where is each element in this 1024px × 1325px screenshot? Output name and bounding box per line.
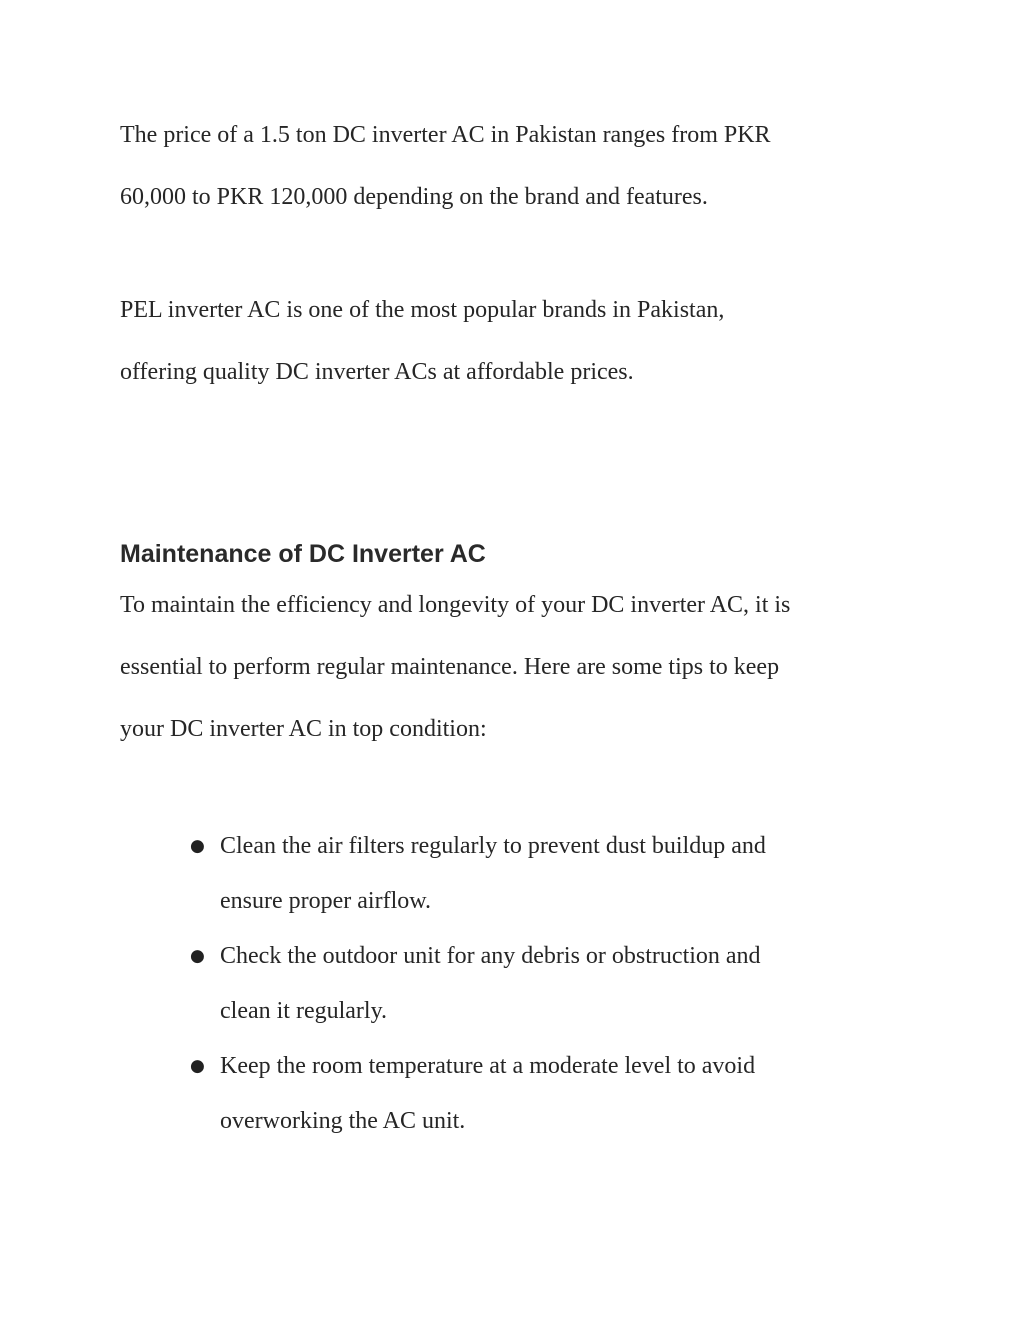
bullet-icon: ● <box>190 1056 205 1076</box>
paragraph-line: To maintain the efficiency and longevity of your DC inverter AC, it is <box>120 592 791 618</box>
list-item-line: ensure proper airflow. <box>220 888 432 914</box>
paragraph-line: The price of a 1.5 ton DC inverter AC in Pakistan ranges from PKR <box>120 122 771 148</box>
list-item-line: Clean the air filters regularly to prevent dust buildup and <box>220 833 766 859</box>
list-item-line: Keep the room temperature at a moderate level to avoid <box>220 1053 756 1079</box>
list-item-line: overworking the AC unit. <box>220 1108 466 1134</box>
paragraph-line: essential to perform regular maintenance. Here are some tips to keep <box>120 654 780 680</box>
paragraph-line: your DC inverter AC in top condition: <box>120 716 487 742</box>
section-heading: Maintenance of DC Inverter AC <box>120 540 486 568</box>
list-item-line: clean it regularly. <box>220 998 388 1024</box>
bullet-icon: ● <box>190 836 205 856</box>
paragraph-line: offering quality DC inverter ACs at affordable prices. <box>120 359 634 385</box>
bullet-icon: ● <box>190 946 205 966</box>
paragraph-line: PEL inverter AC is one of the most popular brands in Pakistan, <box>120 297 725 323</box>
list-item-line: Check the outdoor unit for any debris or obstruction and <box>220 943 761 969</box>
paragraph-line: 60,000 to PKR 120,000 depending on the brand and features. <box>120 184 708 210</box>
